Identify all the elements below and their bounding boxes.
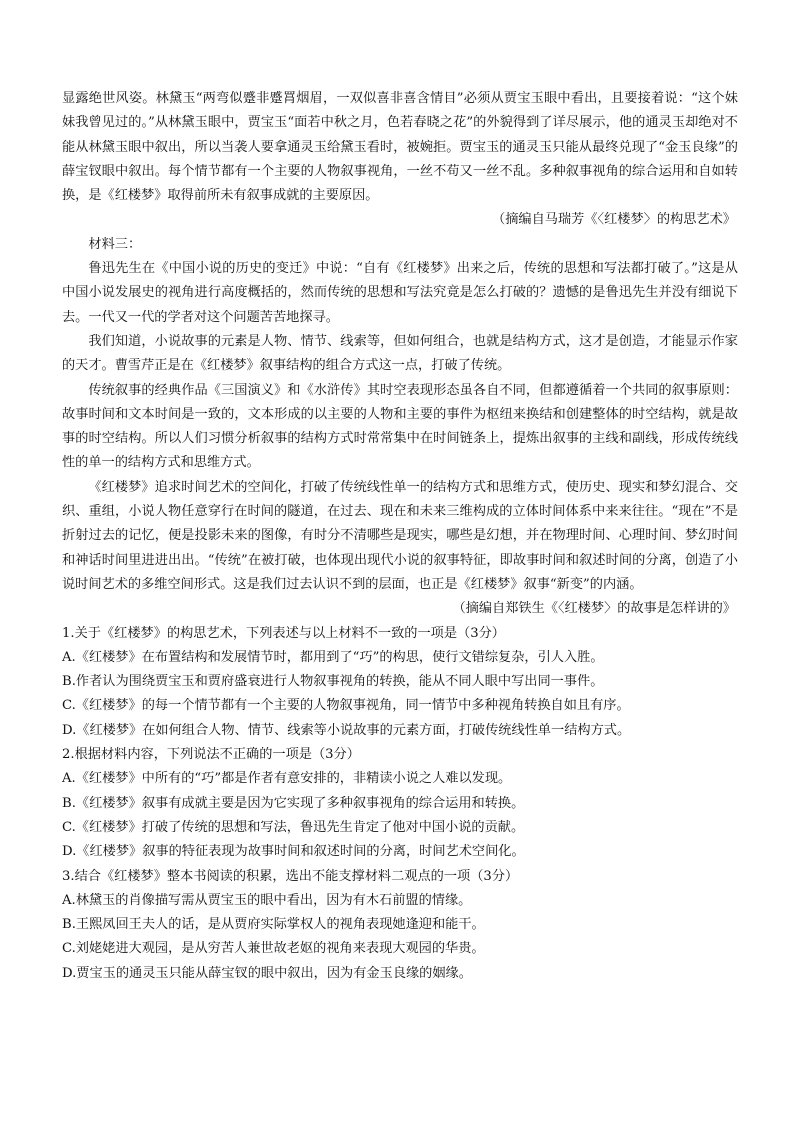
question-2 [62, 743, 738, 864]
material-label: 材料三： [88, 236, 142, 252]
question-stem: 3.结合《红楼梦》整本书阅读的积累，选出不能支撑材料二观点的一项（3分） [62, 868, 519, 884]
option-d: D.贾宝玉的通灵玉只能从薛宝钗的眼中叙出，因为有金玉良缘的姻缘。 [62, 965, 472, 981]
question-stem: 2.根据材料内容，下列说法不正确的一项是（3分） [62, 747, 360, 763]
question-1 [62, 622, 738, 743]
option-a: A.《红楼梦》中所有的“巧”都是作者有意安排的，非精读小说之人难以发现。 [62, 771, 512, 787]
option-d: D.《红楼梦》叙事的特征表现为故事时间和叙述时间的分离，时间艺术空间化。 [62, 844, 525, 860]
option-a: A.《红楼梦》在布置结构和发展情节时，都用到了“巧”的构思，使行文错综复杂，引人入胜。 [62, 649, 604, 665]
passage-paragraph: 鲁迅先生在《中国小说的历史的变迁》中说：“自有《红楼梦》出来之后，传统的思想和写法都打破了。”这是从中国小说发展史的视角进行高度概括的，然而传统的思想和写法究竟是怎么打破的？遗憾的是鲁迅先生并没有细说下去。一代又一代的学者对这个问题苦苦地探寻。 [62, 261, 738, 325]
passage-paragraph: 传统叙事的经典作品《三国演义》和《水浒传》其时空表现形态虽各自不同，但都遵循着一个共同的叙事原则：故事时间和文本时间是一致的，文本形成的以主要的人物和主要的事件为枢纽来换结和创建整体的时空结构，就是故事的时空结构。所以人们习惯分析叙事的结构方式时常常集中在时间链条上，提炼出叙事的主线和副线，形成传统线性的单一的结构方式和思维方式。 [62, 382, 738, 471]
option-d: D.《红楼梦》在如何组合人物、情节、线索等小说故事的元素方面，打破传统线性单一结构方式。 [62, 722, 631, 738]
option-c: C.《红楼梦》打破了传统的思想和写法，鲁迅先生肯定了他对中国小说的贡献。 [62, 819, 525, 835]
option-b: B.王熙凤回王夫人的话，是从贾府实际掌权人的视角表现她逢迎和能干。 [62, 917, 485, 933]
option-c: C.《红楼梦》的每一个情节都有一个主要的人物叙事视角，同一情节中多种视角转换自如且有序。 [62, 698, 630, 714]
question-3 [62, 865, 738, 986]
source-citation: （摘编自郑铁生《〈红楼梦〉的故事是怎样讲的》 [452, 601, 736, 617]
question-stem: 1.关于《红楼梦》的构思艺术，下列表述与以上材料不一致的一项是（3分） [62, 625, 505, 641]
passage-paragraph: 《红楼梦》追求时间艺术的空间化，打破了传统线性单一的结构方式和思维方式，使历史、现实和梦幻混合、交织、重组，小说人物任意穿行在时间的隧道，在过去、现在和未来三维构成的立体时间体系中来来往往。“现在”不是折射过去的记忆，便是投影未来的图像，有时分不清哪些是现实，哪些是幻想，并在物理时间、心理时间、梦幻时间和神话时间里进进出出。“传统”在被打破，也体现出现代小说的叙事特征，即故事时间和叙述时间的分离，创造了小说时间艺术的多维空间形式。这是我们过去认识不到的层面，也正是《红楼梦》叙事“新变”的内涵。 [62, 479, 738, 592]
option-c: C.刘姥姥进大观园，是从穷苦人兼世故老妪的视角来表现大观园的华贵。 [62, 941, 485, 957]
option-b: B.《红楼梦》叙事有成就主要是因为它实现了多种叙事视角的综合运用和转换。 [62, 795, 525, 811]
passage-paragraph: 显露绝世风姿。林黛玉“两弯似蹙非蹙罥烟眉，一双似喜非喜含情目”必须从贾宝玉眼中看出，且要接着说：“这个妹妹我曾见过的。”从林黛玉眼中，贾宝玉“面若中秋之月，色若春晓之花”的外貌得到了详尽展示，他的通灵玉却绝对不能从林黛玉眼中叙出，所以当袭人要拿通灵玉给黛玉看时，被婉拒。贾宝玉的通灵玉只能从最终兑现了“金玉良缘”的薛宝钗眼中叙出。每个情节都有一个主要的人物叙事视角，一丝不苟又一丝不乱。多种叙事视角的综合运用和自如转换，是《红楼梦》取得前所未有叙事成就的主要原因。 [62, 91, 738, 204]
exam-page [62, 87, 738, 986]
source-citation: （摘编自马瑞芳《〈红楼梦〉的构思艺术》 [492, 212, 736, 228]
option-a: A.林黛玉的肖像描写需从贾宝玉的眼中看出，因为有木石前盟的情缘。 [62, 892, 472, 908]
passage-paragraph: 我们知道，小说故事的元素是人物、情节、线索等，但如何组合，也就是结构方式，这才是创造，才能显示作家的天才。曹雪芹正是在《红楼梦》叙事结构的组合方式这一点，打破了传统。 [62, 333, 738, 374]
option-b: B.作者认为围绕贾宝玉和贾府盛衰进行人物叙事视角的转换，能从不同人眼中写出同一事件。 [62, 674, 604, 690]
